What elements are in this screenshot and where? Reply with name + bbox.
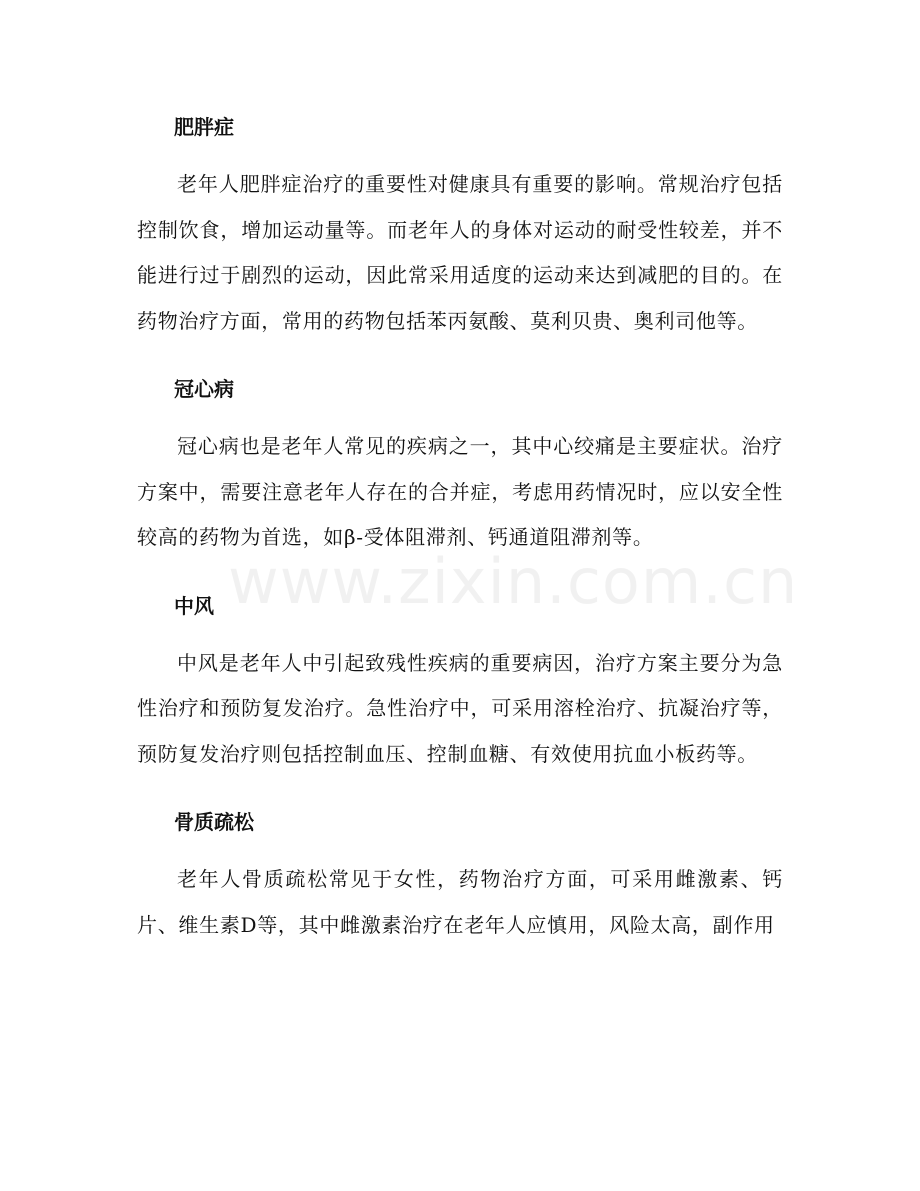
section-paragraph: 老年人肥胖症治疗的重要性对健康具有重要的影响。常规治疗包括控制饮食，增加运动量等。而老年人的身体对运动的耐受性较差，并不能进行过于剧烈的运动，因此常采用适度的运动来达到减肥的目的。在药物治疗方面，常用的药物包括苯丙氨酸、莫利贝贵、奥利司他等。 [137, 172, 783, 333]
section-heading: 中风 [174, 593, 214, 618]
section-heading: 冠心病 [174, 377, 234, 401]
section-osteoporosis [137, 803, 783, 948]
section-paragraph: 中风是老年人中引起致残性疾病的重要病因，治疗方案主要分为急性治疗和预防复发治疗。急性治疗中，可采用溶栓治疗、抗凝治疗等，预防复发治疗则包括控制血压、控制血糖、有效使用抗血小板药等。 [137, 650, 783, 766]
section-paragraph: 老年人骨质疏松常见于女性，药物治疗方面，可采用雌激素、钙片、维生素D等，其中雌激素治疗在老年人应慎用，风险太高，副作用 [137, 867, 783, 937]
section-heading: 骨质疏松 [174, 810, 254, 834]
section-stroke [137, 587, 783, 778]
watermark-text: www.zixin.com.cn [228, 545, 799, 618]
section-coronary-heart-disease [137, 370, 783, 561]
document-content [137, 108, 783, 974]
section-paragraph: 冠心病也是老年人常见的疾病之一，其中心绞痛是主要症状。治疗方案中，需要注意老年人存在的合并症，考虑用药情况时，应以安全性较高的药物为首选，如β-受体阻滞剂、钙通道阻滞剂等。 [137, 434, 783, 549]
section-heading: 肥胖症 [174, 115, 234, 139]
section-obesity [137, 108, 783, 344]
